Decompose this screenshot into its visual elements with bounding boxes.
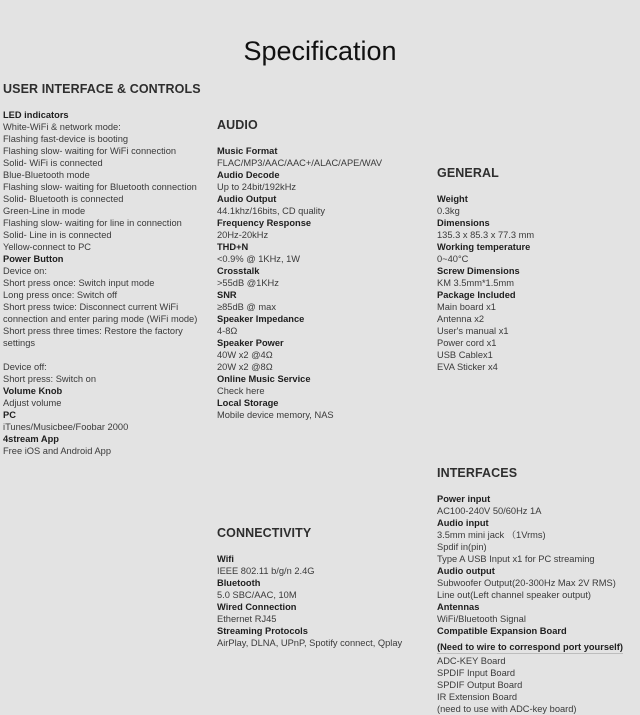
spec-label: Crosstalk [217,266,260,276]
spec-label: Power Button [3,254,64,264]
spec-value: White-WiFi & network mode: [3,122,121,132]
spec-value: ADC-KEY Board [437,656,506,666]
spec-value: Long press once: Switch off [3,290,118,300]
spec-value: 0~40°C [437,254,469,264]
spec-value: IEEE 802.11 b/g/n 2.4G [217,566,315,576]
spec-value: 3.5mm mini jack （1Vrms) [437,530,546,540]
spec-label: Package Included [437,290,516,300]
spec-label: Weight [437,194,468,204]
page-title: Specification [243,36,397,67]
spec-value: FLAC/MP3/AAC/AAC+/ALAC/APE/WAV [217,158,383,168]
spec-label: Power input [437,494,491,504]
spec-label: Bluetooth [217,578,261,588]
spec-value: (need to use with ADC-key board) [437,704,577,714]
spec-value: WiFi/Bluetooth Signal [437,614,526,624]
spec-value: Free iOS and Android App [3,446,112,456]
spec-label: THD+N [217,242,249,252]
spec-label: Speaker Power [217,338,284,348]
spec-label: Volume Knob [3,386,63,396]
spec-value: Power cord x1 [437,338,497,348]
spec-value: iTunes/Musicbee/Foobar 2000 [3,422,129,432]
section-interfaces [437,466,637,715]
spec-value: Solid- Bluetooth is connected [3,194,124,204]
spec-list [217,145,427,421]
section-heading: AUDIO [217,118,258,132]
section-heading: INTERFACES [437,466,518,480]
spec-value: Up to 24bit/192kHz [217,182,297,192]
spec-label: Speaker Impedance [217,314,305,324]
spec-value: Short press three times: Restore the factory [3,326,183,336]
spec-value: Yellow-connect to PC [3,242,92,252]
spec-value [3,349,211,361]
spec-value: 4-8Ω [217,326,238,336]
spec-value: Flashing slow- waiting for WiFi connection [3,146,177,156]
spec-value: SPDIF Output Board [437,680,523,690]
spec-value: AirPlay, DLNA, UPnP, Spotify connect, Qplay [217,638,403,648]
spec-value: Flashing slow- waiting for Bluetooth connection [3,182,197,192]
spec-label: Compatible Expansion Board [437,626,567,636]
spec-value: KM 3.5mm*1.5mm [437,278,514,288]
spec-value: <0.9% @ 1KHz, 1W [217,254,301,264]
spec-value: AC100-240V 50/60Hz 1A [437,506,542,516]
spec-label: Screw Dimensions [437,266,520,276]
spec-value: Subwoofer Output(20-300Hz Max 2V RMS) [437,578,616,588]
spec-label: Wired Connection [217,602,297,612]
spec-value: Flashing fast-device is booting [3,134,129,144]
spec-value: Spdif in(pin) [437,542,487,552]
spec-label: Audio output [437,566,495,576]
spec-value: Ethernet RJ45 [217,614,277,624]
spec-value: Blue-Bluetooth mode [3,170,90,180]
spec-label: LED indicators [3,110,69,120]
spec-value: settings [3,338,36,348]
spec-value: 40W x2 @4Ω [217,350,273,360]
section-connectivity [217,526,427,649]
spec-value: >55dB @1KHz [217,278,279,288]
spec-label: Audio Output [217,194,277,204]
spec-label: Wifi [217,554,234,564]
spec-value: Device off: [3,362,47,372]
spec-value: Short press once: Switch input mode [3,278,155,288]
spec-value: 20Hz-20kHz [217,230,269,240]
spec-label: Online Music Service [217,374,311,384]
spec-value: IR Extension Board [437,692,518,702]
spec-value: Solid- WiFi is connected [3,158,103,168]
spec-value: 44.1khz/16bits, CD quality [217,206,326,216]
spec-value: 135.3 x 85.3 x 77.3 mm [437,230,535,240]
spec-value: SPDIF Input Board [437,668,516,678]
spec-value: Adjust volume [3,398,62,408]
spec-label: PC [3,410,16,420]
section-audio [217,118,427,421]
spec-list [437,493,637,715]
spec-value: 0.3kg [437,206,460,216]
check-here-link[interactable]: Check here [217,386,265,396]
spec-label: Antennas [437,602,480,612]
section-user-interface-controls [3,82,211,457]
spec-label: Audio Decode [217,170,280,180]
spec-value: EVA Sticker x4 [437,362,498,372]
spec-value: Line out(Left channel speaker output) [437,590,592,600]
spec-value: Antenna x2 [437,314,485,324]
spec-value: 5.0 SBC/AAC, 10M [217,590,297,600]
spec-value: Green-Line in mode [3,206,86,216]
spec-label: Dimensions [437,218,490,228]
spec-value: connection and enter paring mode (WiFi mode) [3,314,198,324]
spec-value: ≥85dB @ max [217,302,276,312]
spec-value: Solid- Line in is connected [3,230,112,240]
spec-value: Flashing slow- waiting for line in connection [3,218,182,228]
spec-list [437,193,637,373]
spec-list [217,553,427,649]
spec-value: Main board x1 [437,302,496,312]
section-heading: USER INTERFACE & CONTROLS [3,82,201,96]
section-heading: CONNECTIVITY [217,526,312,540]
spec-label: 4stream App [3,434,59,444]
spec-value: Short press twice: Disconnect current WiFi [3,302,179,312]
spec-label: Music Format [217,146,278,156]
spec-list [3,109,211,457]
section-heading: GENERAL [437,166,499,180]
spec-value: Device on: [3,266,47,276]
spec-label: (Need to wire to correspond port yourself) [437,642,623,652]
spec-value: User's manual x1 [437,326,509,336]
spec-value: Mobile device memory, NAS [217,410,334,420]
spec-label: SNR [217,290,237,300]
spec-label: Frequency Response [217,218,312,228]
spec-value: USB Cablex1 [437,350,493,360]
spec-value: Short press: Switch on [3,374,97,384]
spec-label: Local Storage [217,398,279,408]
spec-value: Type A USB Input x1 for PC streaming [437,554,595,564]
section-general [437,166,637,373]
spec-label: Streaming Protocols [217,626,308,636]
spec-value: 20W x2 @8Ω [217,362,273,372]
spec-label: Audio input [437,518,489,528]
spec-label: Working temperature [437,242,531,252]
